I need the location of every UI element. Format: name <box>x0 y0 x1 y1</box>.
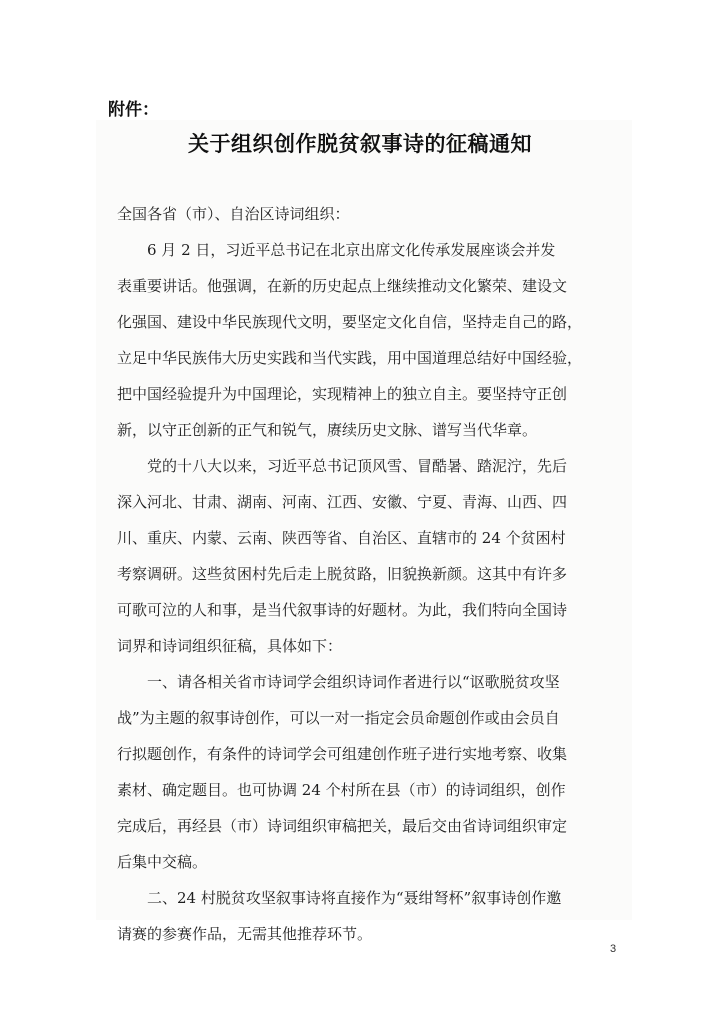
paragraph-line: 完成后，再经县（市）诗词组织审稿把关，最后交由省诗词组织审定 <box>117 817 568 835</box>
paragraph-line: 素材、确定题目。也可协调 24 个村所在县（市）的诗词组织，创作 <box>117 781 566 799</box>
document-body <box>117 196 615 952</box>
paragraph-line: 党的十八大以来，习近平总书记顶风雪、冒酷暑、踏泥泞，先后 <box>117 457 568 475</box>
paragraph-2 <box>117 448 615 664</box>
paragraph-line: 一、请各相关省市诗词学会组织诗词作者进行以“讴歌脱贫攻坚 <box>117 673 560 691</box>
paragraph-line: 表重要讲话。他强调，在新的历史起点上继续推动文化繁荣、建设文 <box>117 277 568 295</box>
paragraph-line: 川、重庆、内蒙、云南、陕西等省、自治区、直辖市的 24 个贫困村 <box>117 529 566 547</box>
paragraph-line: 请赛的参赛作品，无需其他推荐环节。 <box>117 925 373 943</box>
paragraph-line: 新，以守正创新的正气和锐气，赓续历史文脉、谱写当代华章。 <box>117 421 538 439</box>
paragraph-line: 深入河北、甘肃、湖南、河南、江西、安徽、宁夏、青海、山西、四 <box>117 493 568 511</box>
paragraph-line: 6 月 2 日，习近平总书记在北京出席文化传承发展座谈会并发 <box>117 241 556 259</box>
paragraph-line: 词界和诗词组织征稿，具体如下： <box>117 637 343 655</box>
paragraph-line: 行拟题创作，有条件的诗词学会可组建创作班子进行实地考察、收集 <box>117 745 568 763</box>
paragraph-1 <box>117 232 615 448</box>
paragraph-line: 化强国、建设中华民族现代文明，要坚定文化自信，坚持走自己的路， <box>117 313 583 331</box>
paragraph-3 <box>117 664 615 880</box>
document-title: 关于组织创作脱贫叙事诗的征稿通知 <box>188 132 532 156</box>
paragraph-line: 考察调研。这些贫困村先后走上脱贫路，旧貌换新颜。这其中有许多 <box>117 565 568 583</box>
salutation: 全国各省（市）、自治区诗词组织： <box>117 205 350 223</box>
paragraph-line: 战”为主题的叙事诗创作，可以一对一指定会员命题创作或由会员自 <box>117 709 560 727</box>
attachment-label: 附件： <box>108 100 159 120</box>
page-number: 3 <box>610 943 617 955</box>
paragraph-4 <box>117 880 615 952</box>
paragraph-line: 可歌可泣的人和事，是当代叙事诗的好题材。为此，我们特向全国诗 <box>117 601 568 619</box>
paragraph-line: 立足中华民族伟大历史实践和当代实践，用中国道理总结好中国经验， <box>117 349 583 367</box>
paragraph-line: 二、24 村脱贫攻坚叙事诗将直接作为“聂绀弩杯”叙事诗创作邀 <box>117 889 562 907</box>
paragraph-line: 把中国经验提升为中国理论，实现精神上的独立自主。要坚持守正创 <box>117 385 568 403</box>
paragraph-line: 后集中交稿。 <box>117 853 208 871</box>
